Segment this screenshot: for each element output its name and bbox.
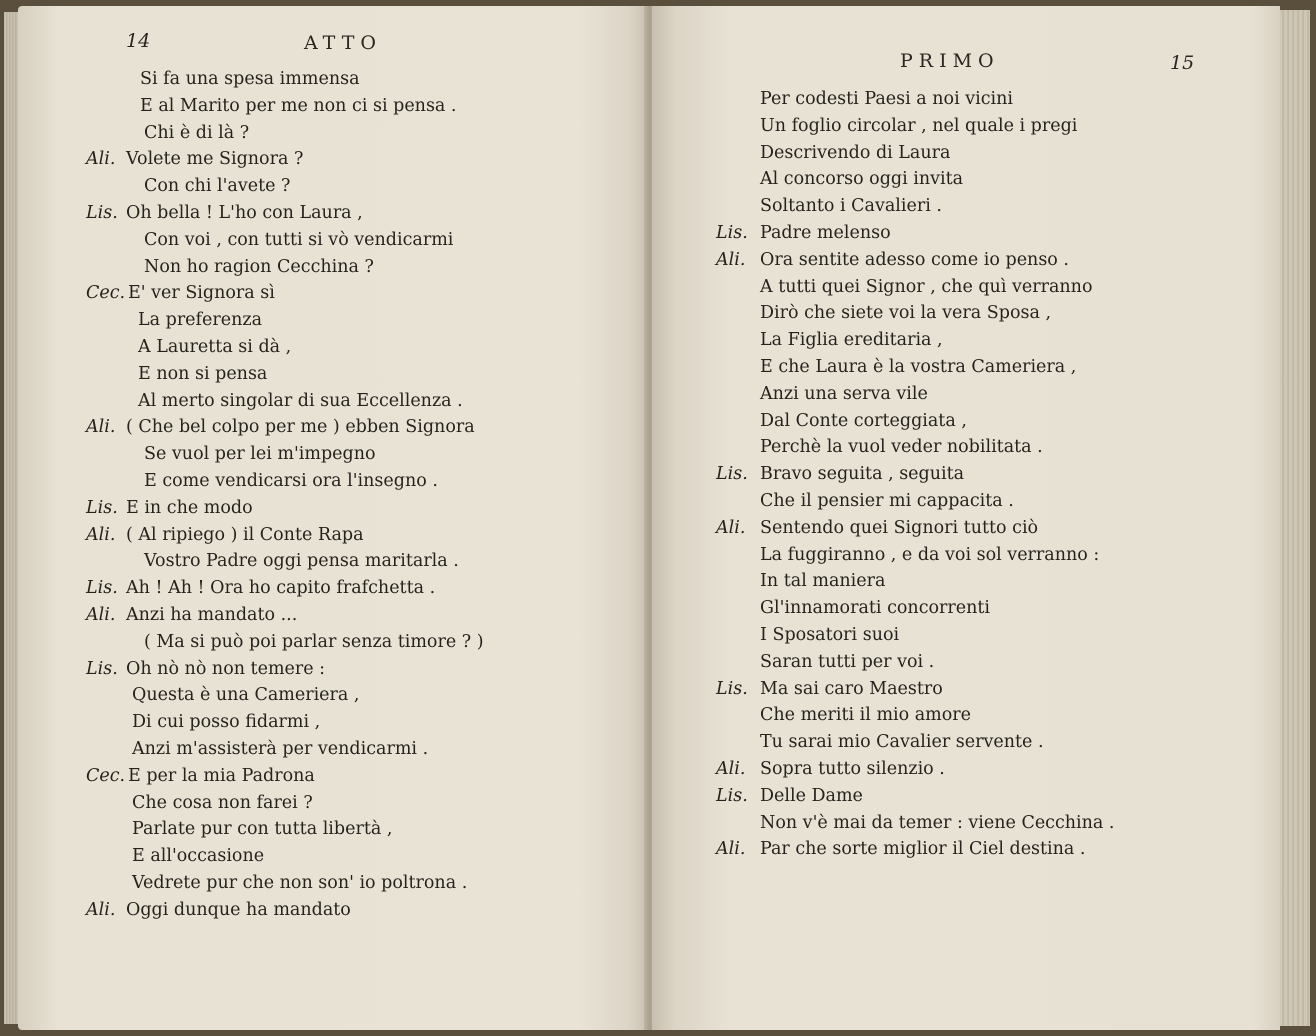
verse-text: ( Al ripiego ) il Conte Rapa [126,524,364,545]
verse-line [86,388,646,415]
verse-line [86,602,646,629]
verse-line [86,682,646,709]
verse-text: E all'occasione [132,846,265,867]
speaker-label: Lis. [716,678,748,699]
speaker-label: Cec. [86,283,126,304]
verse-line [716,86,1256,113]
verse-line [86,146,646,173]
verse-line [86,656,646,683]
verse-line [716,783,1256,810]
speaker-label: Ali. [716,249,746,270]
speaker-label: Ali. [86,899,116,920]
verse-text: Che meriti il mio amore [760,705,972,726]
speaker-label: Lis. [86,658,118,679]
verse-line [716,274,1256,301]
verse-text: Se vuol per lei m'impegno [144,444,376,465]
verse-line [86,280,646,307]
verse-text: Bravo seguita , seguita [760,464,965,485]
verse-text: La preferenza [138,310,263,331]
verse-line [716,810,1256,837]
verse-line [716,140,1256,167]
verse-text: Al merto singolar di sua Eccellenza . [138,390,463,411]
verse-text: Al concorso oggi invita [760,169,964,190]
verse-text: Si fa una spesa immensa [140,69,360,89]
verse-line [716,649,1256,676]
verse-text: E che Laura è la vostra Cameriera , [760,356,1077,377]
verse-text: Sopra tutto silenzio . [760,758,945,779]
verse-text: Chi è di là ? [144,122,250,143]
verse-text: Volete me Signora ? [126,149,304,170]
verse-text: Con chi l'avete ? [144,176,291,197]
verse-text: Par che sorte miglior il Ciel destina . [760,839,1086,860]
verse-text: Tu sarai mio Cavalier servente . [760,732,1044,753]
verse-text: Gl'innamorati concorrenti [760,598,991,619]
verse-text: Oh bella ! L'ho con Laura , [126,202,363,223]
speaker-label: Ali. [716,839,746,860]
verse-text: Anzi m'assisterà per vendicarmi . [132,738,429,759]
verse-line [86,334,646,361]
verse-text: Parlate pur con tutta libertà , [132,819,393,840]
verse-line [716,515,1256,542]
verse-line [716,193,1256,220]
left-page-number: 14 [126,30,151,52]
right-page-number: 15 [1170,52,1195,74]
verse-text: La Figlia ereditaria , [760,330,943,351]
verse-line [716,595,1256,622]
verse-text: Oggi dunque ha mandato [126,899,351,920]
verse-text: Di cui posso fidarmi , [132,712,321,733]
verse-text: Saran tutti per voi . [760,651,935,672]
verse-text: E per la mia Padrona [128,765,315,786]
verse-line [716,300,1256,327]
verse-line [86,307,646,334]
verse-text: Delle Dame [760,785,863,806]
verse-line [716,354,1256,381]
verse-text: Non v'è mai da temer : viene Cecchina . [760,812,1115,833]
verse-text: Dal Conte corteggiata , [760,410,967,431]
speaker-label: Cec. [86,765,126,786]
verse-line [86,441,646,468]
book-edge-right [1280,10,1310,1026]
speaker-label: Ali. [716,517,746,538]
verse-line [716,113,1256,140]
right-page [652,6,1280,1030]
verse-line [716,488,1256,515]
verse-line [716,327,1256,354]
speaker-label: Ali. [86,524,116,545]
verse-text: Perchè la vuol veder nobilitata . [760,437,1043,458]
verse-text: Sentendo quei Signori tutto ciò [760,517,1039,538]
speaker-label: Ali. [716,758,746,779]
verse-line [716,702,1256,729]
verse-line [716,381,1256,408]
speaker-label: Lis. [86,497,118,518]
verse-text: Questa è una Cameriera , [132,685,360,706]
verse-line [716,166,1256,193]
verse-line [716,836,1256,863]
verse-text: I Sposatori suoi [760,624,900,645]
left-page [18,6,648,1030]
verse-line [86,254,646,281]
verse-line [86,66,646,93]
verse-text: E non si pensa [138,363,268,384]
verse-text: ( Che bel colpo per me ) ebben Signora [126,417,475,438]
left-running-head: ATTO [304,32,382,54]
verse-line [86,120,646,147]
verse-text: Padre melenso [760,222,891,243]
verse-line [716,220,1256,247]
verse-text: Soltanto i Cavalieri . [760,196,942,217]
speaker-label: Lis. [716,464,748,485]
verse-text: In tal maniera [760,571,886,592]
speaker-label: Lis. [86,578,118,599]
verse-line [716,542,1256,569]
verse-line [86,709,646,736]
verse-line [86,870,646,897]
verse-line [86,575,646,602]
verse-text: ( Ma si può poi parlar senza timore ? ) [144,631,484,652]
verse-line [86,548,646,575]
verse-text: A Lauretta si dà , [138,336,292,357]
verse-text: Anzi ha mandato ... [126,604,298,625]
verse-line [86,816,646,843]
verse-line [86,763,646,790]
verse-text: Vedrete pur che non son' io poltrona . [132,872,468,893]
speaker-label: Ali. [86,417,116,438]
verse-line [86,200,646,227]
verse-text: Con voi , con tutti si vò vendicarmi [144,229,454,250]
speaker-label: Lis. [86,202,118,223]
verse-text: Dirò che siete voi la vera Sposa , [760,303,1052,324]
verse-text: A tutti quei Signor , che quì verranno [760,276,1093,297]
verse-text: Non ho ragion Cecchina ? [144,256,374,277]
verse-text: Per codesti Paesi a noi vicini [760,89,1013,109]
verse-text: Un foglio circolar , nel quale i pregi [760,115,1078,136]
verse-text: E al Marito per me non ci si pensa . [140,95,457,116]
verse-line [86,414,646,441]
speaker-label: Lis. [716,785,748,806]
speaker-label: Lis. [716,222,748,243]
verse-text: Vostro Padre oggi pensa maritarla . [144,551,459,572]
verse-text: Oh nò nò non temere : [126,658,326,679]
verse-line [86,843,646,870]
verse-line [86,361,646,388]
verse-line [716,676,1256,703]
verse-line [86,468,646,495]
verse-line [86,897,646,924]
verse-line [716,461,1256,488]
verse-text: Che il pensier mi cappacita . [760,490,1014,511]
verse-line [86,173,646,200]
verse-text: E come vendicarsi ora l'insegno . [144,470,438,491]
verse-text: Ma sai caro Maestro [760,678,943,699]
verse-line [86,629,646,656]
speaker-label: Ali. [86,604,116,625]
right-page-text [716,86,1256,863]
speaker-label: Ali. [86,149,116,170]
verse-line [716,568,1256,595]
verse-text: Descrivendo di Laura [760,142,951,163]
verse-line [86,790,646,817]
verse-line [716,247,1256,274]
verse-text: Che cosa non farei ? [132,792,313,813]
verse-line [716,434,1256,461]
verse-text: Anzi una serva vile [760,383,928,404]
verse-line [716,622,1256,649]
verse-text: E' ver Signora sì [128,283,275,304]
verse-line [86,495,646,522]
verse-line [86,227,646,254]
verse-line [716,729,1256,756]
verse-line [716,756,1256,783]
right-running-head: PRIMO [900,50,1000,72]
left-page-text [86,66,646,924]
verse-line [86,93,646,120]
verse-line [716,408,1256,435]
verse-text: La fuggiranno , e da voi sol verranno : [760,544,1100,565]
verse-line [86,522,646,549]
verse-text: Ora sentite adesso come io penso . [760,249,1069,270]
verse-line [86,736,646,763]
verse-text: Ah ! Ah ! Ora ho capito frafchetta . [126,578,436,599]
verse-text: E in che modo [126,497,253,518]
